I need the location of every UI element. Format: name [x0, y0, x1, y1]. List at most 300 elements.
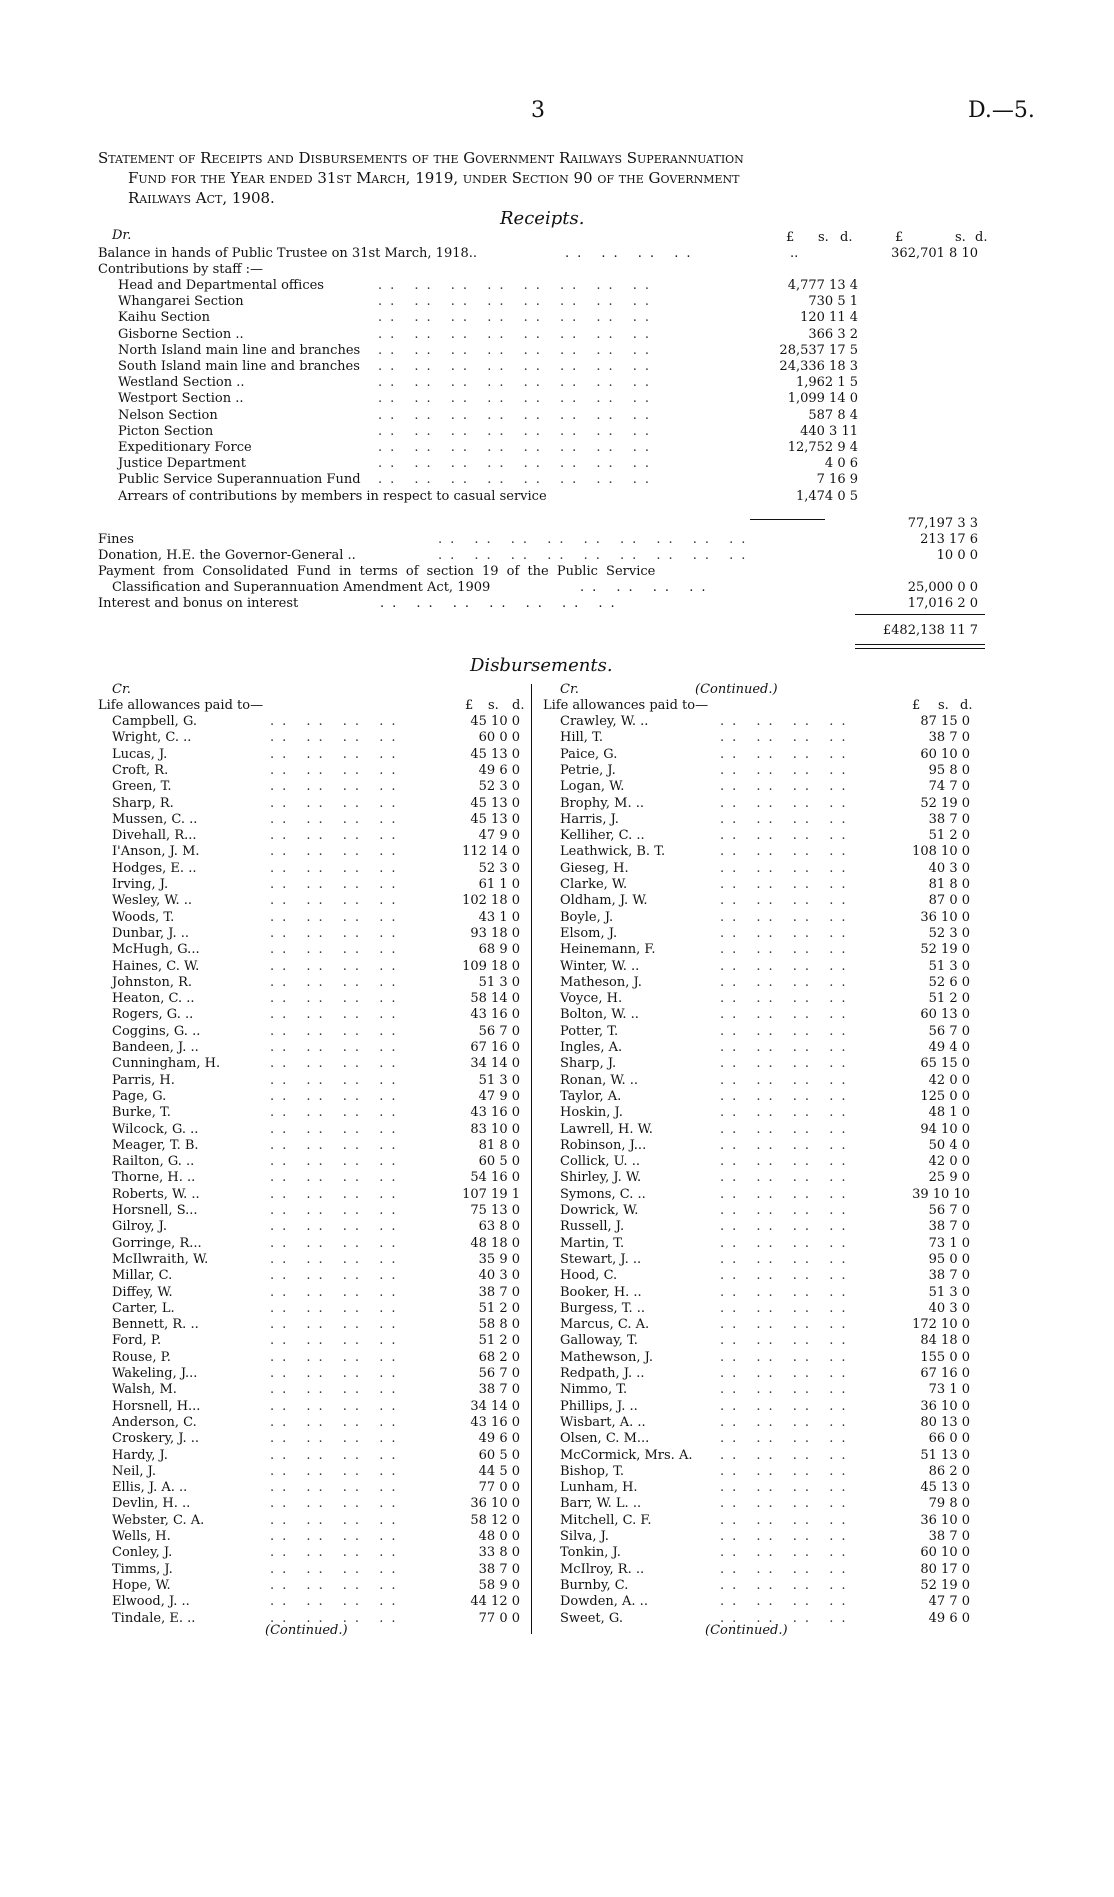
leader-dots: .. .. .. ..: [270, 991, 404, 1007]
continued-foot-right: (Continued.): [705, 1623, 788, 1638]
right-amount: 73 1 0: [928, 1235, 970, 1251]
right-name: Clarke, W.: [560, 877, 628, 892]
leader-dots: .. .. .. ..: [270, 1023, 404, 1039]
left-amount: 47 9 0: [478, 828, 520, 844]
left-name: Parris, H.: [112, 1072, 175, 1088]
col-pounds-2: £: [895, 230, 904, 245]
left-name: Ellis, J. A. ..: [112, 1480, 188, 1496]
leader-dots: .. .. .. ..: [270, 1105, 404, 1121]
leader-dots: .. .. .. .. .. .. .. ..: [378, 310, 658, 326]
title-line-2: Fund for the Year ended 31st March, 1919, under Section 90 of the Government: [128, 169, 740, 187]
col-d-1: d.: [840, 230, 853, 245]
leader-dots: .. .. .. ..: [720, 1447, 854, 1463]
left-name: Bandeen, J. ..: [112, 1040, 199, 1055]
right-name: McIlroy, R. ..: [560, 1561, 645, 1577]
right-amount: 125 0 0: [920, 1088, 970, 1104]
contribution-label: Westport Section ..: [118, 391, 244, 407]
leader-dots: .. .. .. ..: [720, 974, 854, 990]
right-name: McCormick, Mrs. A.: [560, 1447, 693, 1463]
left-amount: 58 9 0: [478, 1577, 520, 1593]
right-name: Leathwick, B. T.: [560, 844, 666, 860]
leader-dots: .. .. .. ..: [270, 1088, 404, 1104]
cr-label-left: Cr.: [112, 682, 131, 697]
leader-dots: .. .. .. ..: [270, 779, 404, 795]
right-name: Nimmo, T.: [560, 1382, 628, 1398]
left-name: Hardy, J.: [112, 1447, 168, 1463]
left-name: Irving, J.: [112, 877, 169, 892]
right-amount: 65 15 0: [920, 1056, 970, 1072]
left-amount: 56 7 0: [478, 1366, 520, 1381]
right-name: Robinson, J...: [560, 1137, 647, 1153]
left-amount: 112 14 0: [462, 844, 520, 860]
right-amount: 47 7 0: [928, 1594, 970, 1610]
right-amount: 95 8 0: [928, 762, 970, 778]
right-name: Symons, C. ..: [560, 1186, 646, 1202]
right-amount: 50 4 0: [928, 1137, 970, 1153]
leader-dots: .. .. .. .. .. .. .. ..: [378, 391, 658, 407]
left-name: Gilroy, J.: [112, 1219, 167, 1235]
right-name: Taylor, A.: [560, 1088, 622, 1104]
leader-dots: .. .. .. ..: [720, 1121, 854, 1137]
page-number: 3: [531, 98, 545, 123]
contribution-amount: 1,099 14 0: [787, 391, 858, 407]
left-amount: 63 8 0: [478, 1219, 520, 1235]
right-amount: 87 0 0: [928, 893, 970, 909]
right-name: Sweet, G.: [560, 1610, 623, 1626]
right-amount: 38 7 0: [928, 811, 970, 827]
left-amount: 36 10 0: [470, 1496, 520, 1512]
left-name: Campbell, G.: [112, 714, 197, 729]
right-amount: 36 10 0: [920, 1398, 970, 1414]
left-amount: 68 9 0: [478, 942, 520, 958]
leader-dots: .. .. .. ..: [720, 730, 854, 746]
contribution-label: Nelson Section: [118, 407, 218, 423]
leader-dots: .. .. .. ..: [270, 1414, 404, 1430]
left-amount: 48 0 0: [478, 1529, 520, 1544]
left-amount: 44 12 0: [470, 1594, 520, 1610]
leader-dots: .. .. .. ..: [720, 1333, 854, 1349]
right-name: Lunham, H.: [560, 1480, 638, 1496]
contribution-label: Kaihu Section: [118, 310, 210, 326]
leader-dots: .. .. .. ..: [720, 1219, 854, 1235]
right-amount: 51 13 0: [920, 1447, 970, 1463]
right-amount: 80 13 0: [920, 1414, 970, 1430]
right-name: Ronan, W. ..: [560, 1072, 638, 1088]
leader-dots: .. .. .. ..: [720, 1398, 854, 1414]
leader-dots: .. .. .. ..: [270, 1251, 404, 1267]
leader-dots: .. .. .. ..: [720, 1235, 854, 1251]
left-name: Sharp, R.: [112, 795, 174, 811]
receipt-label: Donation, H.E. the Governor-General ..: [98, 548, 356, 563]
leader-dots: .. .. .. ..: [720, 942, 854, 958]
leader-dots: .. .. .. .. .. .. .. ..: [378, 294, 658, 310]
left-amount: 83 10 0: [470, 1121, 520, 1137]
leader-dots: .. .. .. ..: [270, 909, 404, 925]
leader-dots: .. .. .. ..: [720, 877, 854, 892]
left-name: Lucas, J.: [112, 746, 168, 762]
receipt-amount: 10 0 0: [936, 548, 978, 563]
leader-dots: .. .. .. ..: [720, 991, 854, 1007]
right-amount: 66 0 0: [928, 1431, 970, 1447]
right-amount: 51 3 0: [928, 958, 970, 974]
statement-title: [98, 148, 998, 208]
right-name: Bishop, T.: [560, 1463, 625, 1479]
left-amount: 49 6 0: [478, 1431, 520, 1447]
leader-dots: .. .. .. ..: [270, 1545, 404, 1561]
right-amount: 81 8 0: [928, 877, 970, 892]
left-name: Elwood, J. ..: [112, 1594, 190, 1610]
leader-dots: .. .. .. ..: [720, 1610, 854, 1626]
leader-dots: .. .. .. ..: [720, 1594, 854, 1610]
left-amount: 35 9 0: [478, 1251, 520, 1267]
right-amount: 38 7 0: [928, 1268, 970, 1284]
leader-dots: .. .. .. ..: [270, 1300, 404, 1316]
left-name: Johnston, R.: [112, 974, 193, 990]
contribution-label: Picton Section: [118, 423, 214, 439]
leader-dots: .. .. .. ..: [270, 730, 404, 746]
left-amount: 56 7 0: [478, 1023, 520, 1039]
right-name: Stewart, J. ..: [560, 1251, 642, 1267]
leader-dots: .. .. .. ..: [270, 1137, 404, 1153]
right-name: Harris, J.: [560, 811, 619, 827]
leader-dots: .. .. .. ..: [270, 746, 404, 762]
right-amount: 87 15 0: [920, 714, 970, 729]
leader-dots: .. .. .. ..: [270, 1170, 404, 1186]
right-name: Matheson, J.: [560, 974, 642, 990]
leader-dots: .. .. .. ..: [270, 1366, 404, 1381]
leader-dots: .. .. .. ..: [270, 1480, 404, 1496]
contribution-amount: 730 5 1: [808, 294, 858, 310]
left-name: Page, G.: [112, 1088, 167, 1104]
dr-label: Dr.: [112, 228, 132, 243]
left-amount: 45 13 0: [470, 811, 520, 827]
left-amount: 68 2 0: [478, 1349, 520, 1365]
leader-dots: .. .. .. ..: [270, 1463, 404, 1479]
leader-dots: .. .. .. ..: [720, 1577, 854, 1593]
subtotal-rule: [750, 519, 825, 520]
right-amount: 86 2 0: [928, 1463, 970, 1479]
left-amount: 109 18 0: [462, 958, 520, 974]
contribution-amount: 440 3 11: [800, 423, 858, 439]
contribution-label: Expeditionary Force: [118, 440, 252, 455]
contribution-label: Justice Department: [118, 456, 246, 472]
leader-dots: .. .. .. ..: [270, 1333, 404, 1349]
column-divider: [531, 684, 532, 1634]
balance-c1: ..: [790, 246, 799, 261]
cr-label-right: Cr.: [560, 682, 579, 697]
left-name: Gorringe, R...: [112, 1235, 202, 1251]
continued-foot-left: (Continued.): [265, 1623, 348, 1638]
leader-dots: .. .. .. ..: [720, 925, 854, 941]
leader-dots: .. .. .. ..: [720, 1349, 854, 1365]
right-amount: 60 13 0: [920, 1007, 970, 1023]
leader-dots: .. .. .. .. .. .. .. ..: [378, 423, 658, 439]
right-name: Hood, C.: [560, 1268, 618, 1284]
leader-dots: .. .. .. ..: [720, 762, 854, 778]
right-name: Gieseg, H.: [560, 860, 629, 876]
left-name: Green, T.: [112, 779, 172, 795]
right-name: Marcus, C. A.: [560, 1317, 650, 1333]
leader-dots: .. .. .. ..: [270, 1284, 404, 1300]
leader-dots: .. .. .. ..: [720, 1529, 854, 1544]
left-amount: 34 14 0: [470, 1056, 520, 1072]
leader-dots: .. .. .. ..: [720, 1056, 854, 1072]
right-name: Redpath, J. ..: [560, 1366, 645, 1381]
left-name: Neil, J.: [112, 1463, 156, 1479]
leader-dots: .. .. .. .. .. .. .. ..: [378, 359, 658, 374]
left-amount: 43 16 0: [470, 1105, 520, 1121]
right-name: Logan, W.: [560, 779, 625, 795]
leader-dots: .. .. .. ..: [270, 1529, 404, 1544]
left-amount: 43 16 0: [470, 1414, 520, 1430]
leader-dots: .. .. .. .. .. .. .. ..: [378, 278, 658, 293]
leader-dots: .. .. .. ..: [720, 860, 854, 876]
right-name: Ingles, A.: [560, 1040, 623, 1055]
left-amount: 43 16 0: [470, 1007, 520, 1023]
left-name: Tindale, E. ..: [112, 1610, 196, 1626]
receipts-heading: Receipts.: [500, 208, 585, 229]
left-amount: 51 3 0: [478, 974, 520, 990]
total-rule-bottom-2: [855, 648, 985, 649]
continued-head: (Continued.): [695, 682, 778, 697]
right-name: Hill, T.: [560, 730, 603, 746]
left-amount: 61 1 0: [478, 877, 520, 892]
leader-dots: .. .. .. ..: [270, 844, 404, 860]
left-amount: 40 3 0: [478, 1268, 520, 1284]
leader-dots: .. .. .. ..: [270, 795, 404, 811]
leader-dots: .. .. .. ..: [720, 714, 854, 729]
leader-dots: .. .. .. ..: [720, 811, 854, 827]
leader-dots: .. .. .. .. .. .. .. ..: [378, 375, 658, 391]
leader-dots: .. .. .. ..: [720, 1317, 854, 1333]
leader-dots: .. .. .. .. .. .. .. ..: [378, 456, 658, 472]
leader-dots: .. .. .. ..: [720, 1545, 854, 1561]
left-name: Webster, C. A.: [112, 1512, 205, 1528]
leader-dots: .. .. .. ..: [720, 746, 854, 762]
leader-dots: .. .. .. ..: [270, 1203, 404, 1218]
left-name: Cunningham, H.: [112, 1056, 221, 1072]
left-amount: 43 1 0: [478, 909, 520, 925]
left-amount: 44 5 0: [478, 1463, 520, 1479]
leader-dots: .. .. .. .. .. .. .. .. ..: [438, 532, 754, 547]
right-amount: 51 3 0: [928, 1284, 970, 1300]
right-name: Crawley, W. ..: [560, 714, 649, 729]
total-rule-bottom-1: [855, 644, 985, 645]
leader-dots: .. .. .. ..: [720, 828, 854, 844]
col-s-2: s.: [955, 230, 966, 245]
right-amount: 38 7 0: [928, 1529, 970, 1544]
right-amount: 60 10 0: [920, 746, 970, 762]
disbursements-heading: Disbursements.: [470, 655, 613, 676]
leader-dots: .. .. .. ..: [270, 1561, 404, 1577]
left-amount: 38 7 0: [478, 1561, 520, 1577]
left-amount: 45 13 0: [470, 746, 520, 762]
leader-dots: .. .. .. ..: [580, 580, 714, 595]
right-amount: 42 0 0: [928, 1072, 970, 1088]
leader-dots: .. .. .. ..: [270, 877, 404, 892]
left-name: Walsh, M.: [112, 1382, 177, 1398]
right-name: Potter, T.: [560, 1023, 619, 1039]
leader-dots: .. .. .. ..: [270, 1235, 404, 1251]
col-s-left: s.: [488, 698, 499, 713]
leader-dots: .. .. .. ..: [720, 1463, 854, 1479]
leader-dots: .. .. .. ..: [720, 1431, 854, 1447]
right-amount: 38 7 0: [928, 730, 970, 746]
left-name: Meager, T. B.: [112, 1137, 199, 1153]
right-name: Paice, G.: [560, 746, 618, 762]
right-name: Silva, J.: [560, 1529, 609, 1544]
leader-dots: .. .. .. ..: [270, 958, 404, 974]
right-name: Heinemann, F.: [560, 942, 656, 958]
contribution-label: Arrears of contributions by members in respect to casual service: [118, 488, 547, 504]
leader-dots: .. .. .. ..: [270, 860, 404, 876]
left-amount: 54 16 0: [470, 1170, 520, 1186]
leader-dots: .. .. .. ..: [270, 942, 404, 958]
leader-dots: .. .. .. ..: [270, 1072, 404, 1088]
right-name: Olsen, C. M...: [560, 1431, 650, 1447]
right-name: Barr, W. L. ..: [560, 1496, 642, 1512]
left-name: Wells, H.: [112, 1529, 171, 1544]
leader-dots: .. .. .. ..: [720, 958, 854, 974]
left-name: Timms, J.: [112, 1561, 173, 1577]
contribution-amount: 4,777 13 4: [787, 278, 858, 293]
left-name: Devlin, H. ..: [112, 1496, 191, 1512]
left-name: Rouse, P.: [112, 1349, 171, 1365]
leader-dots: .. .. .. ..: [720, 1072, 854, 1088]
leader-dots: .. .. .. ..: [720, 1268, 854, 1284]
left-name: McHugh, G...: [112, 942, 200, 958]
left-name: Wright, C. ..: [112, 730, 192, 746]
right-amount: 52 19 0: [920, 1577, 970, 1593]
leader-dots: .. .. .. ..: [720, 779, 854, 795]
leader-dots: .. .. .. ..: [270, 1040, 404, 1055]
contribution-amount: 587 8 4: [808, 407, 858, 423]
title-line-3: Railways Act, 1908.: [128, 189, 275, 207]
right-name: Brophy, M. ..: [560, 795, 645, 811]
leader-dots: .. .. .. ..: [270, 974, 404, 990]
left-name: Thorne, H. ..: [112, 1170, 196, 1186]
leader-dots: .. .. .. ..: [720, 1007, 854, 1023]
right-name: Burgess, T. ..: [560, 1300, 646, 1316]
interest-label: Interest and bonus on interest: [98, 596, 299, 611]
leader-dots: .. .. .. .. .. .. .. ..: [378, 472, 658, 488]
left-amount: 49 6 0: [478, 762, 520, 778]
document-reference: D.—5.: [968, 98, 1035, 123]
right-amount: 49 4 0: [928, 1040, 970, 1055]
left-amount: 75 13 0: [470, 1203, 520, 1218]
right-amount: 52 6 0: [928, 974, 970, 990]
leader-dots: .. .. .. ..: [270, 1431, 404, 1447]
left-name: Anderson, C.: [112, 1414, 197, 1430]
right-amount: 56 7 0: [928, 1203, 970, 1218]
contribution-label: South Island main line and branches: [118, 359, 360, 374]
left-name: I'Anson, J. M.: [112, 844, 200, 860]
right-name: Voyce, H.: [560, 991, 623, 1007]
left-name: Horsnell, H...: [112, 1398, 201, 1414]
leader-dots: .. .. .. ..: [720, 844, 854, 860]
leader-dots: .. .. .. ..: [270, 1398, 404, 1414]
right-name: Oldham, J. W.: [560, 893, 648, 909]
left-amount: 48 18 0: [470, 1235, 520, 1251]
col-s-right: s.: [938, 698, 949, 713]
right-name: Hoskin, J.: [560, 1105, 623, 1121]
contribution-amount: 4 0 6: [824, 456, 858, 472]
left-name: Wilcock, G. ..: [112, 1121, 199, 1137]
left-amount: 77 0 0: [478, 1480, 520, 1496]
right-amount: 52 19 0: [920, 942, 970, 958]
left-name: Mussen, C. ..: [112, 811, 198, 827]
leader-dots: .. .. .. ..: [720, 1366, 854, 1381]
right-amount: 84 18 0: [920, 1333, 970, 1349]
left-amount: 38 7 0: [478, 1382, 520, 1398]
leader-dots: .. .. .. ..: [270, 1007, 404, 1023]
leader-dots: .. .. .. ..: [720, 1170, 854, 1186]
col-s-1: s.: [818, 230, 829, 245]
right-name: Tonkin, J.: [560, 1545, 621, 1561]
right-name: Mitchell, C. F.: [560, 1512, 652, 1528]
left-amount: 60 5 0: [478, 1154, 520, 1170]
col-d-right: d.: [960, 698, 973, 713]
contribution-label: Public Service Superannuation Fund: [118, 472, 361, 488]
left-amount: 107 19 1: [462, 1186, 520, 1202]
leader-dots: .. .. .. ..: [270, 925, 404, 941]
contribution-amount: 7 16 9: [816, 472, 858, 488]
right-amount: 52 19 0: [920, 795, 970, 811]
leader-dots: .. .. .. ..: [270, 1496, 404, 1512]
left-name: Heaton, C. ..: [112, 991, 195, 1007]
right-name: Sharp, J.: [560, 1056, 617, 1072]
receipt-amount: 213 17 6: [920, 532, 978, 547]
leader-dots: .. .. .. ..: [720, 1480, 854, 1496]
leader-dots: .. .. .. ..: [720, 1414, 854, 1430]
left-amount: 38 7 0: [478, 1284, 520, 1300]
contribution-amount: 28,537 17 5: [779, 342, 858, 358]
left-amount: 58 14 0: [470, 991, 520, 1007]
right-amount: 36 10 0: [920, 909, 970, 925]
grand-total: £482,138 11 7: [882, 623, 978, 638]
right-amount: 108 10 0: [912, 844, 970, 860]
left-name: Railton, G. ..: [112, 1154, 195, 1170]
leader-dots: .. .. .. ..: [720, 1512, 854, 1528]
left-amount: 47 9 0: [478, 1088, 520, 1104]
right-amount: 39 10 10: [912, 1186, 970, 1202]
leader-dots: .. .. .. .. .. .. .. ..: [378, 407, 658, 423]
leader-dots: .. .. .. ..: [270, 1594, 404, 1610]
leader-dots: .. .. .. .. .. .. ..: [380, 596, 623, 611]
right-amount: 95 0 0: [928, 1251, 970, 1267]
right-name: Kelliher, C. ..: [560, 828, 645, 844]
left-name: Wesley, W. ..: [112, 893, 193, 909]
left-amount: 58 8 0: [478, 1317, 520, 1333]
right-name: Elsom, J.: [560, 925, 618, 941]
right-amount: 67 16 0: [920, 1366, 970, 1381]
balance-label: Balance in hands of Public Trustee on 31st March, 1918..: [98, 246, 478, 261]
right-amount: 45 13 0: [920, 1480, 970, 1496]
left-name: Horsnell, S...: [112, 1203, 198, 1218]
right-name: Collick, U. ..: [560, 1154, 640, 1170]
right-amount: 172 10 0: [912, 1317, 970, 1333]
contribution-amount: 24,336 18 3: [779, 359, 858, 374]
right-amount: 73 1 0: [928, 1382, 970, 1398]
contribution-amount: 1,474 0 5: [795, 488, 858, 504]
right-amount: 42 0 0: [928, 1154, 970, 1170]
right-amount: 51 2 0: [928, 991, 970, 1007]
left-amount: 60 5 0: [478, 1447, 520, 1463]
left-name: Hodges, E. ..: [112, 860, 197, 876]
right-name: Petrie, J.: [560, 762, 616, 778]
col-pounds-1: £: [786, 230, 795, 245]
left-name: Haines, C. W.: [112, 958, 200, 974]
